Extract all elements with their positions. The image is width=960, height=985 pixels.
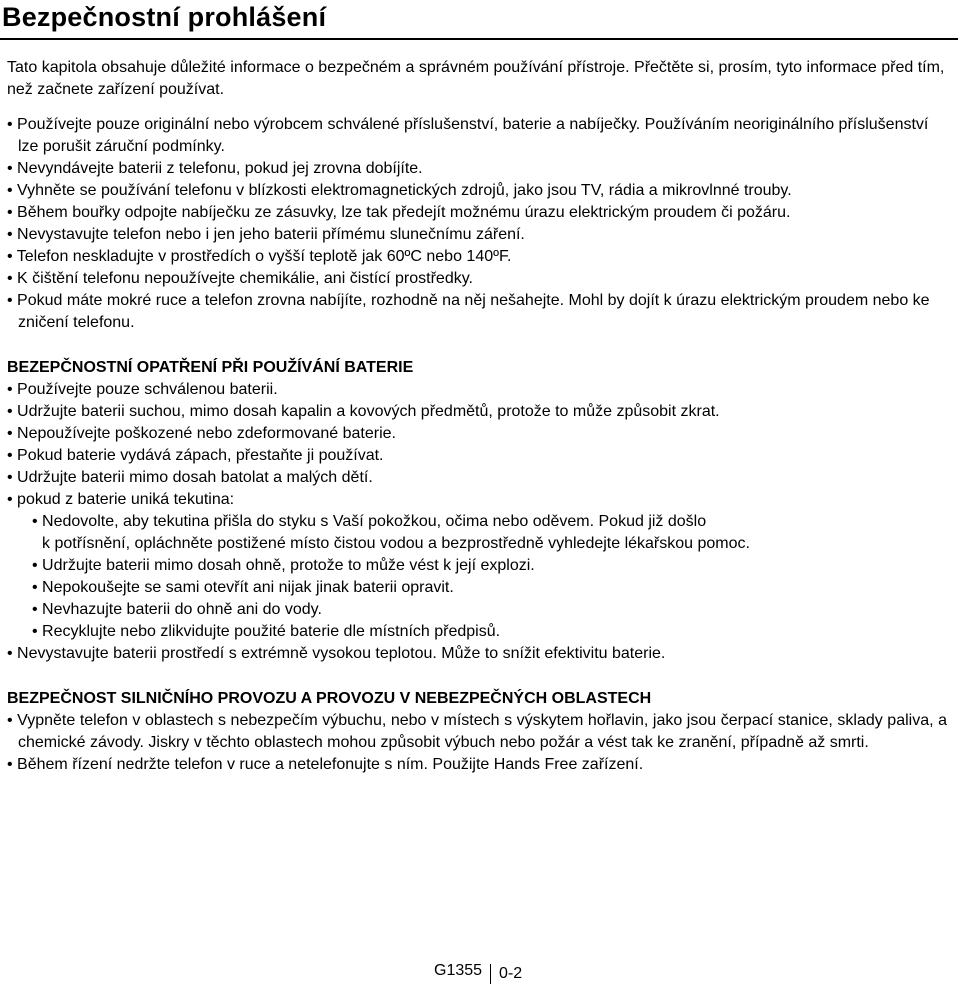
model-number: G1355 bbox=[434, 962, 483, 979]
general-safety-list bbox=[7, 114, 947, 334]
page-footer bbox=[434, 961, 522, 981]
road-section-heading: BEZPEČNOST SILNIČNÍHO PROVOZU A PROVOZU V NEBEZPEČNÝCH OBLASTECH bbox=[7, 690, 652, 707]
list-item: • Pokud baterie vydává zápach, přestaňte ji používat. bbox=[7, 447, 384, 464]
list-item: • K čištění telefonu nepoužívejte chemikálie, ani čistící prostředky. bbox=[7, 270, 473, 287]
leak-sub-list bbox=[32, 511, 947, 643]
list-item: • Používejte pouze originální nebo výrobcem schválené příslušenství, baterie a nabíječky. Používáním neoriginálního příslušenství lze porušit záruční podmínky. bbox=[7, 116, 929, 155]
list-item: • Udržujte baterii suchou, mimo dosah kapalin a kovových předmětů, protože to může způsobit zkrat. bbox=[7, 403, 720, 420]
sub-list-item: • Nepokoušejte se sami otevřít ani nijak jinak baterii opravit. bbox=[32, 579, 454, 596]
list-item: • Udržujte baterii mimo dosah batolat a malých dětí. bbox=[7, 469, 373, 486]
list-item: • Nepoužívejte poškozené nebo zdeformované baterie. bbox=[7, 425, 396, 442]
list-item: • Nevyndávejte baterii z telefonu, pokud jej zrovna dobíjíte. bbox=[7, 160, 423, 177]
road-safety-list bbox=[7, 710, 947, 776]
page-title: Bezpečnostní prohlášení bbox=[2, 2, 327, 32]
sub-list-item: • Recyklujte nebo zlikvidujte použité baterie dle místních předpisů. bbox=[32, 623, 501, 640]
page-number: 0-2 bbox=[490, 964, 522, 984]
sub-list-item: • Udržujte baterii mimo dosah ohně, protože to může vést k její explozi. bbox=[32, 557, 535, 574]
battery-section-heading: BEZEPČNOSTNÍ OPATŘENÍ PŘI POUŽÍVÁNÍ BATERIE bbox=[7, 359, 414, 376]
list-item: • Během bouřky odpojte nabíječku ze zásuvky, lze tak předejít možnému úrazu elektrickým proudem či požáru. bbox=[7, 204, 791, 221]
title-bar bbox=[0, 0, 958, 40]
list-item: • pokud z baterie uniká tekutina: bbox=[7, 491, 235, 508]
list-item: • Během řízení nedržte telefon v ruce a netelefonujte s ním. Použijte Hands Free zařízení. bbox=[7, 756, 644, 773]
list-item: • Vypněte telefon v oblastech s nebezpečím výbuchu, nebo v místech s výskytem hořlavin, jako jsou čerpací stanice, sklady paliva, a chemické závody. Jiskry v těchto oblastech mohou způsobit výbuch nebo požár a vést tak ke zranění, případně až smrti. bbox=[7, 712, 947, 751]
list-item: • Vyhněte se používání telefonu v blízkosti elektromagnetických zdrojů, jako jsou TV, rádia a mikrovlnné trouby. bbox=[7, 182, 792, 199]
list-item: • Nevystavujte baterii prostředí s extrémně vysokou teplotou. Může to snížit efektivitu baterie. bbox=[7, 645, 666, 662]
list-item: • Používejte pouze schválenou baterii. bbox=[7, 381, 278, 398]
sub-list-item-continuation: k potřísnění, opláchněte postižené místo čistou vodou a bezprostředně vyhledejte lékařskou pomoc. bbox=[42, 535, 750, 552]
document-body bbox=[7, 57, 947, 776]
intro-paragraph: Tato kapitola obsahuje důležité informace o bezpečném a správném používání přístroje. Přečtěte si, prosím, tyto informace před tím, než začnete zařízení používat. bbox=[7, 59, 945, 98]
sub-list-item: • Nevhazujte baterii do ohně ani do vody. bbox=[32, 601, 322, 618]
list-item: • Nevystavujte telefon nebo i jen jeho baterii přímému slunečnímu záření. bbox=[7, 226, 525, 243]
battery-safety-list bbox=[7, 379, 947, 665]
list-item: • Pokud máte mokré ruce a telefon zrovna nabíjíte, rozhodně na něj nešahejte. Mohl by dojít k úrazu elektrickým proudem nebo ke zničení telefonu. bbox=[7, 292, 930, 331]
sub-list-item: • Nedovolte, aby tekutina přišla do styku s Vaší pokožkou, očima nebo oděvem. Pokud již došlo bbox=[32, 513, 707, 530]
list-item: • Telefon neskladujte v prostředích o vyšší teplotě jak 60ºC nebo 140ºF. bbox=[7, 248, 512, 265]
